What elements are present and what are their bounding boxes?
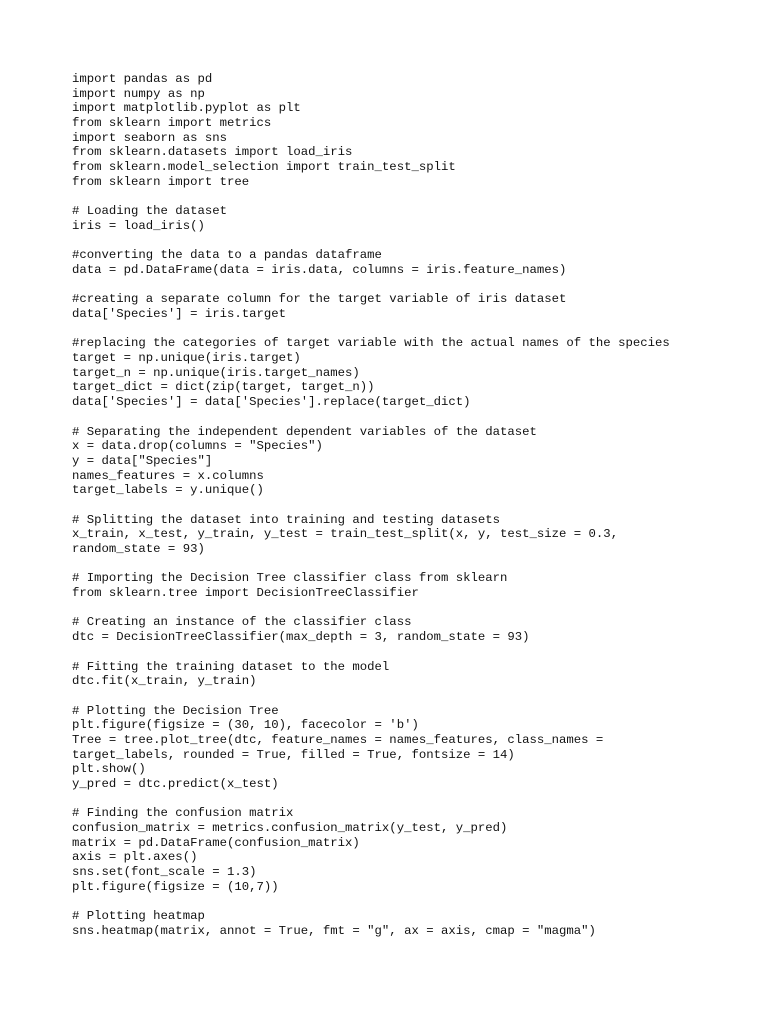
code-line: y = data["Species"] (72, 453, 213, 468)
code-block (72, 425, 752, 498)
code-block (72, 660, 752, 689)
code-line: target_n = np.unique(iris.target_names) (72, 365, 360, 380)
code-line: # Plotting heatmap (72, 909, 205, 924)
code-line: import pandas as pd (72, 72, 213, 86)
code-line: from sklearn.datasets import load_iris (72, 145, 353, 160)
code-line: target_labels = y.unique() (72, 483, 264, 498)
code-line: from sklearn.tree import DecisionTreeClassifier (72, 586, 419, 601)
code-line: # Splitting the dataset into training and testing datasets (72, 512, 501, 527)
code-line: #replacing the categories of target variable with the actual names of the species (72, 336, 670, 351)
code-line: axis = plt.axes() (72, 850, 198, 865)
code-line: # Plotting the Decision Tree (72, 703, 279, 718)
code-line: plt.figure(figsize = (10,7)) (72, 879, 279, 894)
code-line: x_train, x_test, y_train, y_test = train_test_split(x, y, test_size = 0.3, (72, 527, 619, 542)
code-block (72, 615, 752, 644)
code-line: import matplotlib.pyplot as plt (72, 101, 301, 116)
code-block (72, 336, 752, 409)
code-line: sns.set(font_scale = 1.3) (72, 865, 257, 880)
code-line: iris = load_iris() (72, 218, 205, 233)
code-line: import numpy as np (72, 86, 205, 101)
code-line: # Fitting the training dataset to the model (72, 659, 390, 674)
code-line: # Separating the independent dependent variables of the dataset (72, 424, 537, 439)
code-block (72, 204, 752, 233)
code-block (72, 571, 752, 600)
code-line: x = data.drop(columns = "Species") (72, 439, 323, 454)
code-line: data['Species'] = data['Species'].replace(target_dict) (72, 395, 471, 410)
code-line: data = pd.DataFrame(data = iris.data, columns = iris.feature_names) (72, 262, 567, 277)
code-line: dtc = DecisionTreeClassifier(max_depth = 3, random_state = 93) (72, 630, 530, 645)
code-line: random_state = 93) (72, 542, 205, 556)
code-line: Tree = tree.plot_tree(dtc, feature_names = names_features, class_names = (72, 732, 604, 747)
code-block (72, 72, 752, 190)
code-line: import seaborn as sns (72, 130, 227, 145)
code-line: matrix = pd.DataFrame(confusion_matrix) (72, 835, 360, 850)
code-block (72, 248, 752, 277)
code-line: plt.show() (72, 762, 146, 777)
code-line: from sklearn.model_selection import train_test_split (72, 160, 456, 175)
code-block (72, 806, 752, 894)
code-line: target_labels, rounded = True, filled = True, fontsize = 14) (72, 747, 515, 762)
code-line: dtc.fit(x_train, y_train) (72, 674, 257, 689)
code-line: # Creating an instance of the classifier class (72, 615, 412, 630)
code-line: # Finding the confusion matrix (72, 806, 294, 821)
code-line: #converting the data to a pandas dataframe (72, 248, 382, 263)
code-line: # Importing the Decision Tree classifier class from sklearn (72, 571, 508, 586)
code-line: from sklearn import tree (72, 174, 250, 189)
code-line: # Loading the dataset (72, 204, 227, 219)
code-line: #creating a separate column for the target variable of iris dataset (72, 292, 567, 307)
code-line: sns.heatmap(matrix, annot = True, fmt = "g", ax = axis, cmap = "magma") (72, 923, 596, 938)
code-line: confusion_matrix = metrics.confusion_matrix(y_test, y_pred) (72, 821, 508, 836)
code-line: from sklearn import metrics (72, 116, 272, 131)
code-line: target_dict = dict(zip(target, target_n)) (72, 380, 375, 395)
code-block (72, 909, 752, 938)
code-line: plt.figure(figsize = (30, 10), facecolor = 'b') (72, 718, 419, 733)
code-line: target = np.unique(iris.target) (72, 351, 301, 366)
code-line: y_pred = dtc.predict(x_test) (72, 777, 279, 791)
code-block (72, 292, 752, 321)
code-line: names_features = x.columns (72, 468, 264, 483)
code-block (72, 513, 752, 557)
code-line: data['Species'] = iris.target (72, 307, 287, 321)
code-block (72, 704, 752, 792)
code-listing (72, 72, 752, 953)
